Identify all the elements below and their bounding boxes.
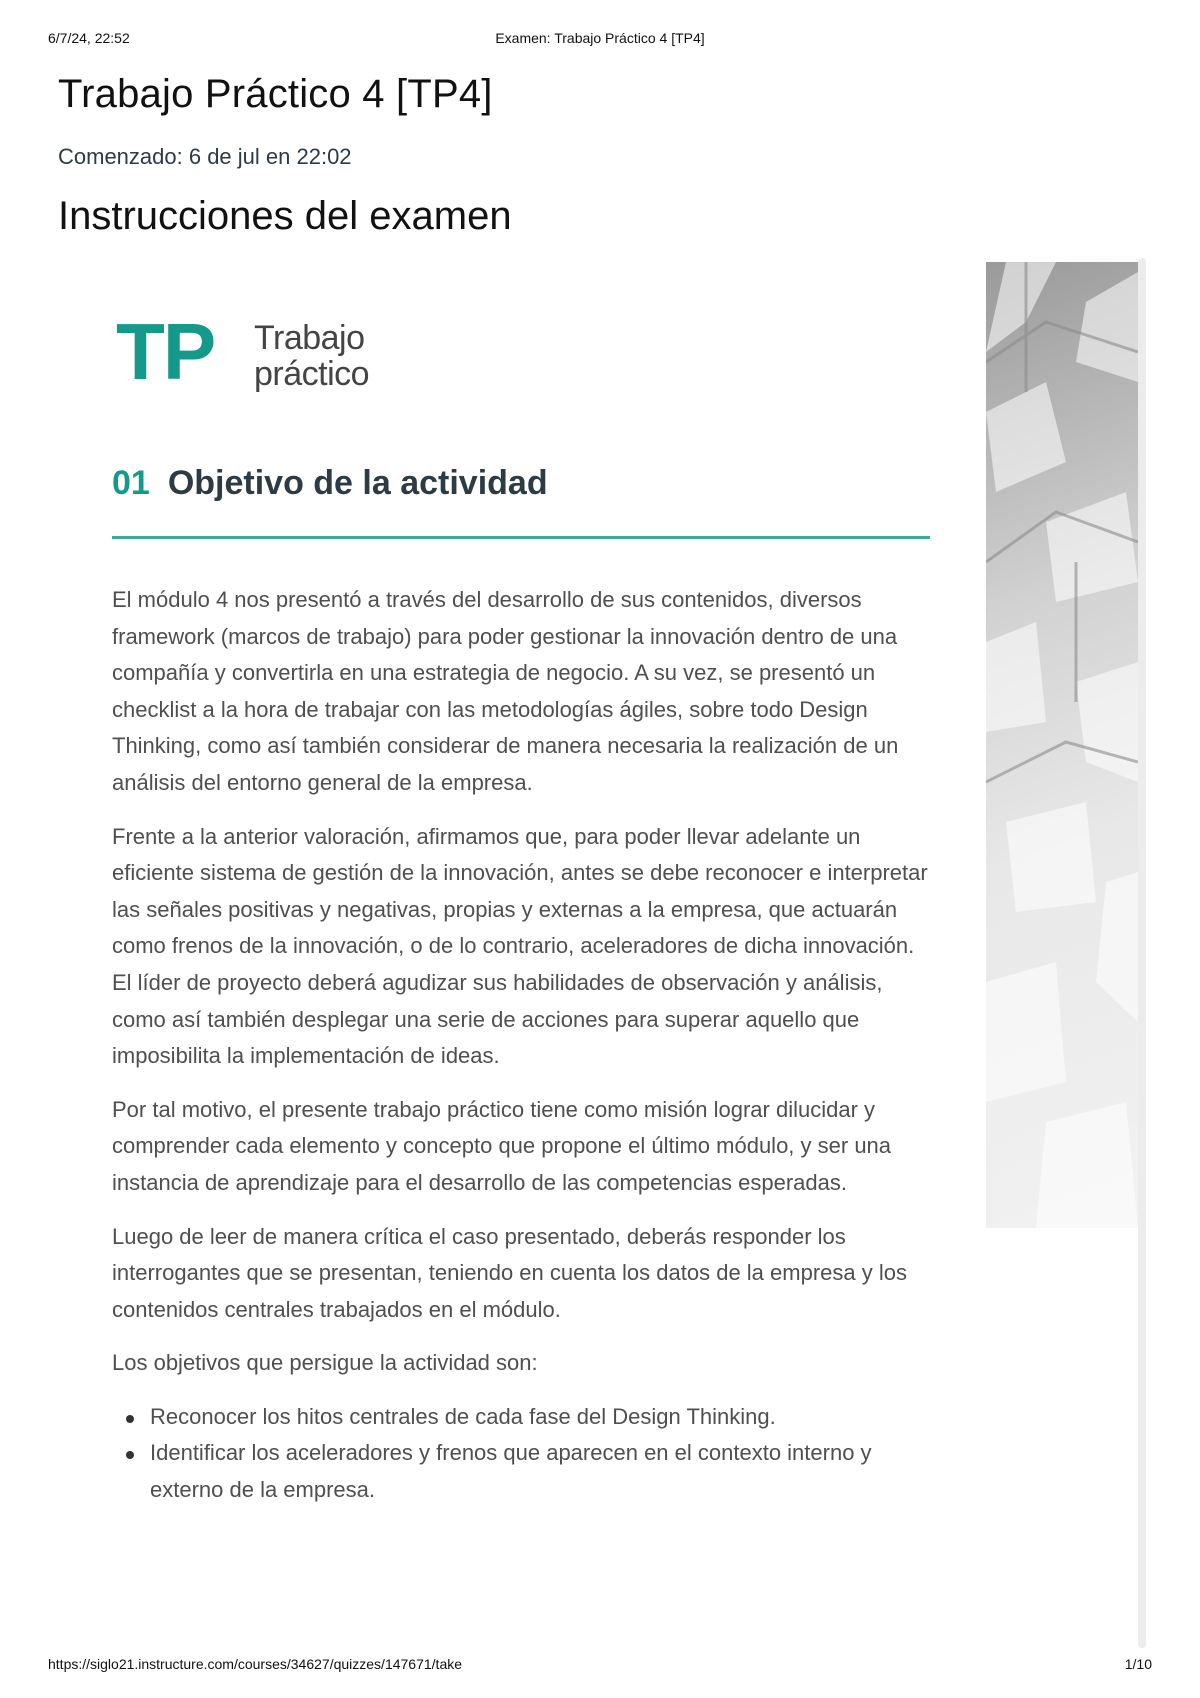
tp-logo [116,307,416,398]
started-timestamp: Comenzado: 6 de jul en 22:02 [58,144,352,169]
paragraph: Los objetivos que persigue la actividad son: [112,1350,538,1376]
objective-heading [112,464,548,503]
paragraph: El módulo 4 nos presentó a través del desarrollo de sus contenidos, diversos framework (marcos de trabajo) para poder gestionar la innovación dentro de una compañía y convertirla en una estrategia de negocio. A su vez, se presentó un checklist a la hora de trabajar con las metodologías ágiles, sobre todo Design Thinking, como así también considerar de manera necesaria la realización de un análisis del entorno general de la empresa. [112,587,899,795]
list-item: Reconocer los hitos centrales de cada fase del Design Thinking. [112,1399,938,1436]
list-item: Identificar los aceleradores y frenos que aparecen en el contexto interno y externo de la empresa. [112,1435,938,1508]
objective-number: 01 [112,464,150,502]
objective-content [112,582,938,1509]
tp-logo-word [254,320,369,392]
print-datetime: 6/7/24, 22:52 [48,30,130,46]
page-title: Trabajo Práctico 4 [TP4] [58,72,493,116]
print-url: https://siglo21.instructure.com/courses/34627/quizzes/147671/take [48,1656,463,1672]
paragraph: Luego de leer de manera crítica el caso presentado, deberás responder los interrogantes que se presentan, teniendo en cuenta los datos de la empresa y los contenidos centrales trabajados en el módulo. [112,1223,907,1322]
tp-logo-word-line2: práctico [254,355,370,393]
objective-divider [112,536,930,539]
scrollbar[interactable] [1138,258,1146,1648]
paragraph: Por tal motivo, el presente trabajo práctico tiene como misión lograr dilucidar y comprender cada elemento y concepto que propone el último módulo, y ser una instancia de aprendizaje para el desarrollo de las competencias esperadas. [112,1096,892,1195]
objective-heading-text: Objetivo de la actividad [167,464,548,502]
print-header [0,30,1200,50]
objectives-list [112,1399,938,1509]
paragraph: Frente a la anterior valoración, afirmamos que, para poder llevar adelante un eficiente sistema de gestión de la innovación, antes se debe reconocer e interpretar las señales positivas y negativas, propias y externas a la empresa, que actuarán como frenos de la innovación, o de lo contrario, aceleradores de dicha innovación. El líder de proyecto deberá agudizar sus habilidades de observación y análisis, como así también desplegar una serie de acciones para superar aquello que imposibilita la implementación de ideas. [112,823,928,1069]
decorative-architecture-image [986,262,1138,1228]
print-title: Examen: Trabajo Práctico 4 [TP4] [495,30,705,46]
tp-logo-word-line1: Trabajo [254,319,365,357]
print-footer [0,1656,1200,1676]
tp-logo-mark: TP [116,307,215,396]
section-title: Instrucciones del examen [58,194,512,238]
print-page-number: 1/10 [1124,1656,1152,1672]
